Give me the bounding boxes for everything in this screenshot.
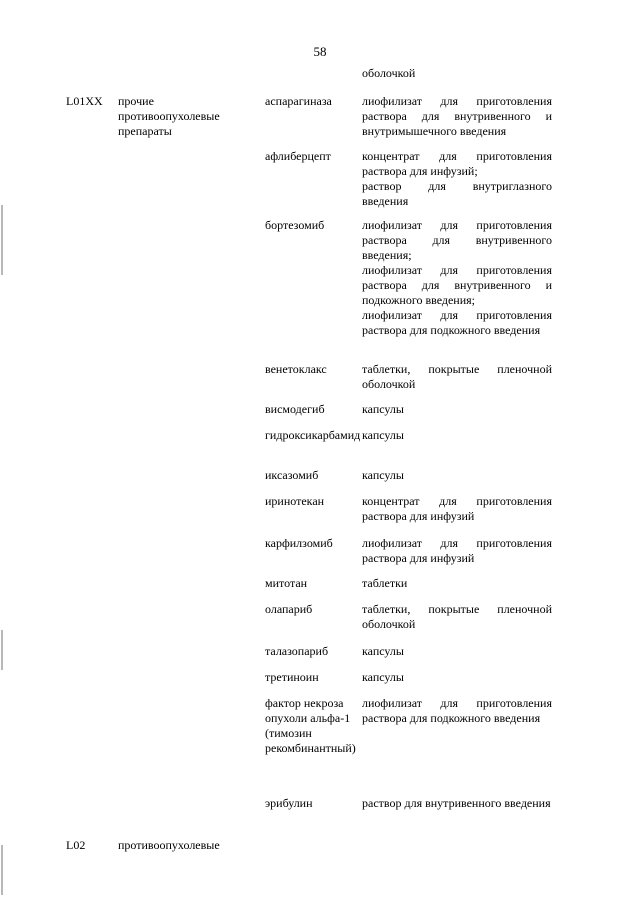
drug-name: гидроксикарбамид bbox=[265, 428, 361, 442]
drug-name: карфилзомиб bbox=[265, 536, 333, 550]
drug-name: афлиберцепт bbox=[265, 149, 331, 163]
drug-name: талазопариб bbox=[265, 644, 329, 658]
drug-name: эрибулин bbox=[265, 796, 313, 810]
dosage-form bbox=[362, 644, 552, 659]
dosage-form-line: капсулы bbox=[362, 402, 404, 416]
atc-code-l02: L02 bbox=[66, 838, 86, 852]
dosage-form-line: капсулы bbox=[362, 670, 404, 684]
dosage-form bbox=[362, 670, 552, 685]
dosage-form-line: раствор для внутривенного введения bbox=[362, 796, 551, 810]
dosage-form bbox=[362, 468, 552, 483]
dosage-form-line: лиофилизат для приготовления раствора для подкожного введения bbox=[362, 696, 552, 725]
dosage-form-line: лиофилизат для приготовления раствора для инфузий bbox=[362, 536, 552, 565]
dosage-form-line: лиофилизат для приготовления раствора для внутривенного введения; bbox=[362, 218, 552, 262]
dosage-form-line: капсулы bbox=[362, 428, 404, 442]
page-number: 58 bbox=[313, 44, 327, 59]
dosage-form bbox=[362, 576, 552, 591]
dosage-form bbox=[362, 218, 552, 338]
atc-group-l01xx: прочие противоопухолевые препараты bbox=[118, 94, 220, 138]
scan-artifact bbox=[1, 205, 3, 275]
dosage-form-line: лиофилизат для приготовления раствора для подкожного введения bbox=[362, 308, 552, 337]
dosage-form-line: лиофилизат для приготовления раствора для внутривенного и внутримышечного введения bbox=[362, 94, 552, 138]
dosage-form-line: таблетки, покрытые пленочной оболочкой bbox=[362, 602, 552, 631]
drug-name: иксазомиб bbox=[265, 468, 319, 482]
drug-name: иринотекан bbox=[265, 494, 325, 508]
dosage-form bbox=[362, 696, 552, 726]
dosage-form bbox=[362, 362, 552, 392]
drug-name: висмодегиб bbox=[265, 402, 325, 416]
dosage-form-line: раствор для внутриглазного введения bbox=[362, 179, 552, 208]
dosage-form-line: лиофилизат для приготовления раствора для внутривенного и подкожного введения; bbox=[362, 263, 552, 307]
dosage-form bbox=[362, 402, 552, 417]
atc-code-l01xx: L01XX bbox=[66, 94, 103, 108]
dosage-form-line: концентрат для приготовления раствора для инфузий; bbox=[362, 149, 552, 178]
drug-name: венетоклакс bbox=[265, 362, 327, 376]
dosage-form bbox=[362, 494, 552, 524]
drug-name: аспарагиназа bbox=[265, 94, 332, 108]
dosage-form-line: капсулы bbox=[362, 644, 404, 658]
continued-form-text: оболочкой bbox=[362, 66, 416, 80]
dosage-form bbox=[362, 602, 552, 632]
drug-name: бортезомиб bbox=[265, 218, 325, 232]
dosage-form-line: таблетки, покрытые пленочной оболочкой bbox=[362, 362, 552, 391]
dosage-form-line: концентрат для приготовления раствора для инфузий bbox=[362, 494, 552, 523]
scan-artifact bbox=[1, 630, 3, 670]
dosage-form bbox=[362, 536, 552, 566]
dosage-form bbox=[362, 796, 552, 811]
drug-name: олапариб bbox=[265, 602, 313, 616]
drug-name: фактор некроза опухоли альфа-1 (тимозин рекомбинантный) bbox=[265, 696, 356, 755]
drug-name: митотан bbox=[265, 576, 308, 590]
dosage-form bbox=[362, 94, 552, 139]
drug-name: третиноин bbox=[265, 670, 319, 684]
dosage-form bbox=[362, 428, 552, 443]
dosage-form-line: таблетки bbox=[362, 576, 408, 590]
dosage-form-line: капсулы bbox=[362, 468, 404, 482]
dosage-form bbox=[362, 149, 552, 209]
atc-group-l02: противоопухолевые bbox=[118, 838, 220, 852]
scan-artifact bbox=[1, 845, 3, 895]
